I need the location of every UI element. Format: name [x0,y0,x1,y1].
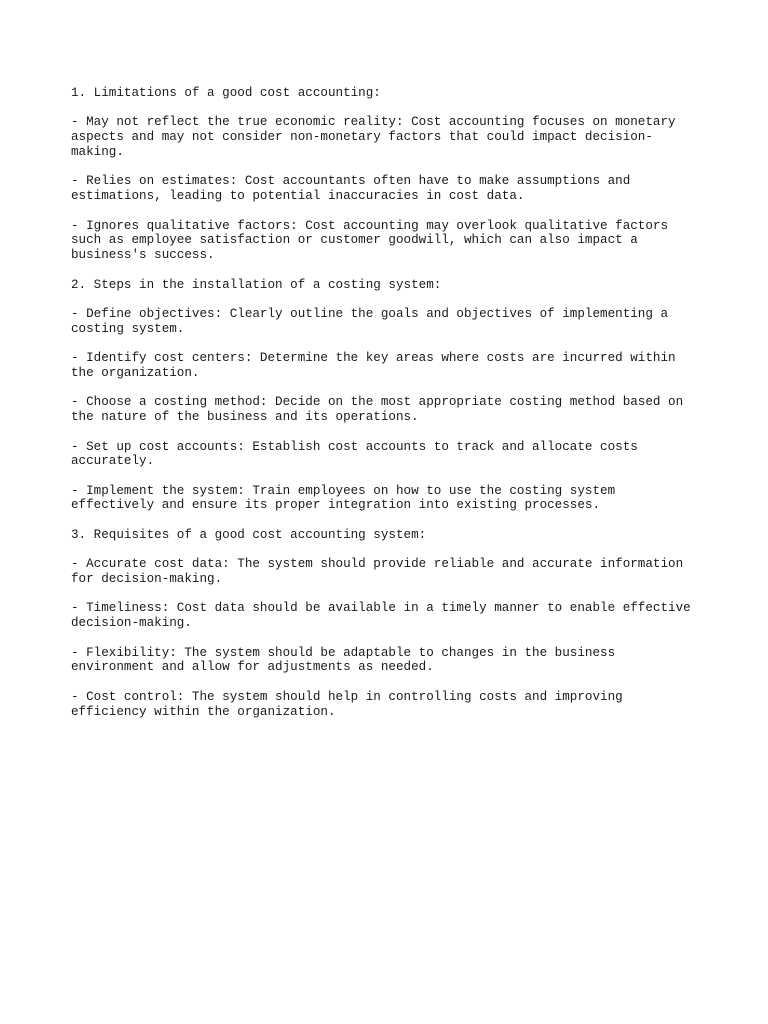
text-line: estimations, leading to potential inaccuracies in cost data. [71,189,525,204]
text-line: 3. Requisites of a good cost accounting system: [71,527,427,542]
text-line: the organization. [71,365,200,380]
text-line: - Ignores qualitative factors: Cost accounting may overlook qualitative factors [71,218,669,233]
text-line: accurately. [71,454,155,469]
section-heading-requisites [71,528,701,543]
text-line: - Cost control: The system should help in controlling costs and improving [71,689,623,704]
text-line: decision-making. [71,616,192,631]
text-line: - Set up cost accounts: Establish cost accounts to track and allocate costs [71,439,638,454]
list-item-cost-control [71,690,701,720]
text-line: environment and allow for adjustments as needed. [71,660,434,675]
text-line: - Implement the system: Train employees on how to use the costing system [71,483,616,498]
list-item-define-objectives [71,307,701,337]
text-line: 1. Limitations of a good cost accounting: [71,86,381,100]
text-line: the nature of the business and its operations. [71,410,419,425]
text-line: - Flexibility: The system should be adaptable to changes in the business [71,645,616,660]
list-item-choose-costing-method [71,395,701,425]
text-line: - Identify cost centers: Determine the key areas where costs are incurred within [71,351,676,366]
list-item-ignores-qualitative [71,219,701,263]
text-line: - Accurate cost data: The system should provide reliable and accurate information [71,557,684,572]
text-line: - Timeliness: Cost data should be available in a timely manner to enable effective [71,601,691,616]
list-item-economic-reality [71,115,701,159]
list-item-flexibility [71,646,701,676]
list-item-implement-system [71,484,701,514]
text-line: - Choose a costing method: Decide on the most appropriate costing method based on [71,395,684,410]
text-line: business's success. [71,248,215,263]
section-heading-limitations [71,86,701,101]
text-line: such as employee satisfaction or customer goodwill, which can also impact a [71,233,638,248]
text-line: costing system. [71,321,185,336]
text-line: - Define objectives: Clearly outline the goals and objectives of implementing a [71,306,669,321]
text-line: 2. Steps in the installation of a costing system: [71,277,442,292]
document-body [71,86,701,734]
text-line: effectively and ensure its proper integration into existing processes. [71,498,601,513]
text-line: aspects and may not consider non-monetary factors that could impact decision- [71,130,653,145]
text-line: - Relies on estimates: Cost accountants often have to make assumptions and [71,174,631,189]
section-heading-installation-steps [71,278,701,293]
list-item-timeliness [71,601,701,631]
text-line: for decision-making. [71,572,223,587]
text-line: making. [71,144,124,159]
list-item-relies-on-estimates [71,174,701,204]
list-item-set-up-cost-accounts [71,440,701,470]
text-line: efficiency within the organization. [71,704,336,719]
text-line: - May not reflect the true economic reality: Cost accounting focuses on monetary [71,115,676,130]
list-item-identify-cost-centers [71,351,701,381]
list-item-accurate-cost-data [71,557,701,587]
